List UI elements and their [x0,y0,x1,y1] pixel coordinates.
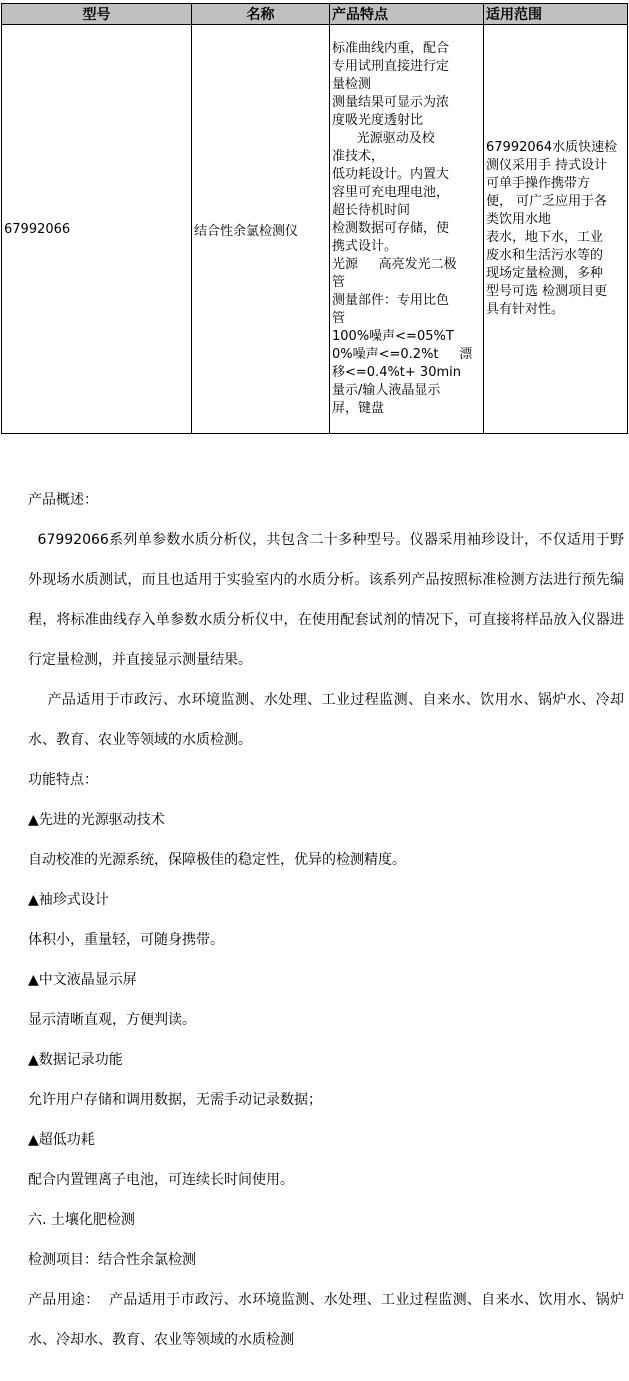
feature-title: ▲先进的光源驱动技术 [28,812,165,828]
feature-desc: 体积小，重量轻，可随身携带。 [28,932,224,948]
feature-line: 低功耗设计。内置大 [332,167,450,182]
features-list [332,40,481,418]
features-title: 功能特点： [28,772,98,788]
scope-line: 可单手操作携带方 [486,176,591,191]
feature-line: 度吸光度透射比 [332,113,424,128]
header-features: 产品特点 [330,4,484,25]
feature-line: 光源驱动及校 [332,131,435,146]
scope-line: 67992064水质快速检 [486,140,618,155]
scope-line: 类饮用水地 [486,212,552,227]
feature-line: 管 [332,311,346,326]
feature-line: 测量部件：专用比色 [332,293,450,308]
feature-line: 0%噪声<=0.2%t 漂 [332,347,473,362]
overview-paragraph: 产品适用于市政污、水环境监测、水处理、工业过程监测、自来水、饮用水、锅炉水、冷却水、教育、农业等领域的水质检测。 [28,692,624,748]
feature-line: 屏，键盘 [332,401,385,416]
scope-line: 废水和生活污水等的 [486,248,604,263]
feature-line: 容里可充电理电池， [332,185,450,200]
header-scope: 适用范围 [484,4,628,25]
feature-line: 准技术， [332,149,385,164]
product-article [28,480,624,1360]
feature-line: 管 [332,275,346,290]
scope-line: 现场定量检测，多种 [486,266,604,281]
section-title: 六. 土壤化肥检测 [28,1212,135,1228]
cell-scope [484,25,628,434]
header-model: 型号 [2,4,192,25]
cell-name: 结合性余氯检测仪 [192,25,330,434]
feature-line: 光源 高亮发光二极 [332,257,457,272]
feature-line: 测量结果可显示为浓 [332,95,450,110]
scope-list [486,139,625,319]
overview-paragraph: 67992066系列单参数水质分析仪，共包含二十多种型号。仪器采用袖珍设计，不仅适用于野外现场水质测试，而且也适用于实验室内的水质分析。该系列产品按照标准检测方法进行预先编程，将标准曲线存入单参数水质分析仪中，在使用配套试剂的情况下，可直接将样品放入仪器进行定量检测，并直接显示测量结果。 [28,532,624,668]
feature-desc: 显示清晰直观，方便判读。 [28,1012,196,1028]
feature-line: 携式设计。 [332,239,398,254]
detect-item: 检测项目：结合性余氯检测 [28,1252,196,1268]
feature-line: 量示/输人液晶显示 [332,383,441,398]
cell-model: 67992066 [2,25,192,434]
feature-title: ▲数据记录功能 [28,1052,123,1068]
feature-line: 超长待机时间 [332,203,411,218]
feature-title: ▲超低功耗 [28,1132,95,1148]
table-row [2,25,628,434]
feature-line: 标准曲线内重，配合 [332,41,450,56]
feature-title: ▲袖珍式设计 [28,892,109,908]
feature-title: ▲中文液晶显示屏 [28,972,137,988]
scope-line: 型号可选 检测项目更 [486,284,608,299]
feature-line: 100%噪声<=05%T [332,329,454,344]
scope-line: 表水，地下水，工业 [486,230,604,245]
table-header-row [2,4,628,25]
feature-desc: 自动校准的光源系统，保障极佳的稳定性，优异的检测精度。 [28,852,406,868]
feature-desc: 允许用户存储和调用数据，无需手动记录数据； [28,1092,322,1108]
header-name: 名称 [192,4,330,25]
cell-features [330,25,484,434]
usage-paragraph: 产品用途： 产品适用于市政污、水环境监测、水处理、工业过程监测、自来水、饮用水、锅炉水、冷却水、教育、农业等领域的水质检测 [28,1292,624,1348]
feature-line: 检测数据可存储，使 [332,221,450,236]
feature-line: 专用试刑直接进行定 [332,59,450,74]
scope-line: 测仪采用手 持式设计 [486,158,608,173]
feature-desc: 配合内置锂离子电池，可连续长时间使用。 [28,1172,294,1188]
scope-line: 便， 可广乏应用于各 [486,194,608,209]
feature-line: 移<=0.4%t+ 30min [332,365,461,380]
overview-title: 产品概述： [28,492,98,508]
feature-line: 量检测 [332,77,372,92]
spec-table [1,3,628,434]
scope-line: 具有针对性。 [486,302,565,317]
